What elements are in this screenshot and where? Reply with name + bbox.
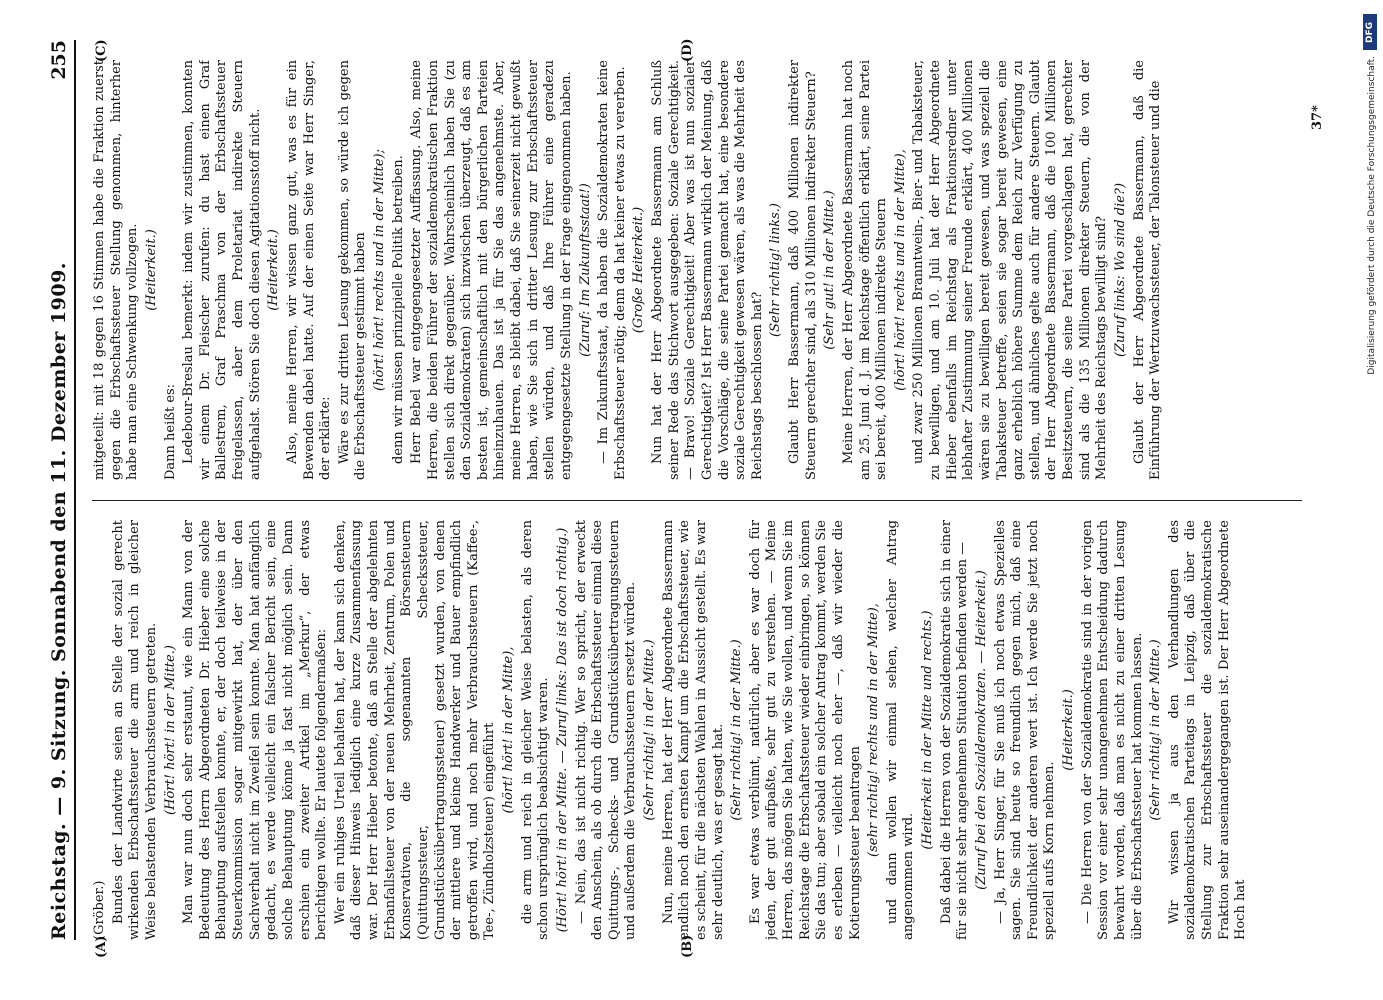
interjection: (Sehr richtig! in der Mitte.) (729, 639, 745, 821)
column-divider (92, 500, 1302, 501)
interjection: (Große Heiterkeit.) (631, 206, 647, 334)
paragraph: und dann wollen wir einmal sehen, welcher Antrag angenommen wird. (884, 520, 917, 940)
paragraph: — Nein, das ist nicht richtig. Wer so spricht, der erweckt den Anschein, als ob durch die Erbschaftssteuer einmal diese Quittungs-, Schecks- und Grundstücksübertragungssteuern und außerdem die Verbrauchssteuern ersetzt würden. (573, 520, 639, 940)
dfg-logo: DFG (1363, 14, 1377, 50)
interjection: (Sehr richtig! links.) (768, 203, 784, 337)
interjection: (Sehr richtig! in der Mitte.) (1148, 639, 1164, 821)
paragraph: Dann heißt es: (162, 383, 178, 480)
interjection: (Heiterkeit.) (1061, 689, 1076, 771)
paragraph: — Die Herren von der Sozialdemokratie sind in der vorigen Session vor einer sehr unangenehmen Entscheidung dadurch bewahrt worden, daß man es nicht zu einer dritten Lesung über die Erbschaftssteuer hat kommen lassen. (1079, 520, 1145, 940)
paragraph: Herr Bebel war entgegengesetzter Auffassung. Also, meine Herren, die beiden Führer der sozialdemokratischen Fraktion stellen sich direkt gegenüber. Wahrscheinlich haben Sie (zu den Sozialdemokraten) sich inzwischen überzeugt, daß es am besten ist, gemeinschaftlich mit den bürgerlichen Parteien hineinzuhauen. Das ist ja für Sie das angenehmste. Aber, meine Herren, es bleibt dabei, daß Sie seinerzeit nicht gewußt haben, wie Sie sich in dritter Lesung zur Erbschaftssteuer stellen würden, und daß Ihre Führer eine geradezu entgegengesetzte Stellung in der Frage eingenommen haben. (409, 60, 574, 480)
paragraph: — Im Zukunftsstaat, da haben die Sozialdemokraten keine Erbschaftssteuer nötig; denn da hat keiner etwas zu vererben. (596, 60, 628, 480)
margin-marker-b: (B) (680, 934, 695, 958)
interjection: (sehr richtig! rechts und in der Mitte), (866, 603, 882, 857)
running-header (48, 40, 76, 940)
paragraph: Glaubt Herr Bassermann, daß 400 Millionen indirekter Steuern gerechter sind, als 310 Millionen indirekter Steuern? (787, 60, 819, 480)
paragraph: denn wir müssen prinzipielle Politik betreiben. (390, 155, 406, 464)
paragraph: Daß dabei die Herren von der Sozialdemokratie sich in einer für sie nicht sehr angenehmen Situation befinden werden — (938, 520, 971, 940)
digitization-credit: Digitalisierung gefördert durch die Deutsche Forschungsgemeinschaft. (1367, 56, 1377, 375)
paragraph: Bundes der Landwirte seien an Stelle der sozial gerecht wirkenden Erbschaftssteuer die arm und reich in gleicher Weise belastenden Verbrauchssteuern getreten. (110, 520, 159, 940)
digitization-sidebar (1361, 8, 1379, 992)
sheet-signature: 37* (1310, 105, 1325, 130)
paragraph: und zwar 250 Millionen Branntwein-, Bier- und Tabaksteuer, zu bewilligen, und am 10. Juli hat der Herr Abgeordnete Hieber ebenfalls im Reichstag als Fraktionsredner unter lebhafter Zustimmung seiner Freunde erklärt, 400 Millionen wären sie zu bewilligen bereit gewesen, und was speziell die Tabaksteuer betreffe, seien sie sogar bereit gewesen, eine ganz erheblich höhere Summe dem Reich zur Verfügung zu stellen, und ähnliches gelte auch für andere Steuern. Glaubt der Herr Abgeordnete Bassermann, daß die 100 Millionen Besitzsteuern, die seine Partei vorgeschlagen hat, gerechter sind als die 135 Millionen direkter Steuern, die von der Mehrheit des Reichstags bewilligt sind? (911, 60, 1110, 480)
margin-marker-c: (C) (94, 39, 109, 62)
paragraph: (Gröber.) (92, 880, 107, 940)
interjection: (hört! hört! in der Mitte), (501, 646, 516, 814)
paragraph: Man war nun doch sehr erstaunt, wie ein Mann von der Bedeutung des Herrn Abgeordneten Dr. Hieber eine solche Behauptung aufstellen konnte, er, der doch teilweise in der Steuerkommission sogar mitgewirkt hat, der über den Sachverhalt nicht im Zweifel sein konnte. Man hat anfänglich gedacht, es werde vielleicht ein falscher Bericht sein, eine solche Behauptung könne ja fast nicht möglich sein. Dann erschien ein zweiter Artikel im „Merkur“, der etwas berichtigen wollte. Er lautete folgendermaßen: (181, 520, 330, 940)
margin-marker-d: (D) (680, 38, 695, 62)
paragraph: Wäre es zur dritten Lesung gekommen, so würde ich gegen die Erbschaftssteuer gestimmt haben (336, 60, 369, 480)
margin-marker-a: (A) (94, 935, 109, 958)
interjection: (Heiterkeit.) (143, 229, 159, 311)
right-column (92, 60, 1302, 480)
paragraph: Ledebour-Breslau bemerkt: indem wir zustimmen, konnten wir einem Dr. Fleischer zurufen: du hast einen Graf Ballestrem, Graf Praschma von der Erbschaftssteuer freigelassen, aber dem Proletariat indirekte Steuern aufgehalst. Stören Sie doch diesen Agitationsstoff nicht. (181, 60, 263, 480)
interjection: (Sehr richtig! in der Mitte.) (642, 639, 657, 821)
interjection: (Heiterkeit.) (266, 229, 282, 311)
interjection: (hört! hört! rechts und in der Mitte), (892, 149, 908, 391)
paragraph: Nun, meine Herren, hat der Herr Abgeordnete Bassermann endlich noch den ernsten Kampf um die Erbschaftssteuer, wie es scheint, für die nächsten Wahlen in Aussicht gestellt. Es war sehr deutlich, was er gesagt hat. (660, 520, 726, 940)
paragraph: Also, meine Herren, wir wissen ganz gut, was es für ein Bewenden dabei hatte. Auf der einen Seite war Herr Singer, der erklärte: (284, 60, 334, 480)
paragraph: — Ja, Herr Singer, für Sie muß ich noch etwas Spezielles sagen. Sie sind heute so freundlich gegen mich, daß eine Freundlichkeit der anderen wert ist. Ich werde Sie jetzt noch speziell aufs Korn nehmen. (992, 520, 1058, 940)
page-number: 255 (48, 40, 70, 80)
left-column (92, 520, 1302, 940)
interjection: (Heiterkeit in der Mitte und rechts.) (920, 610, 935, 850)
interjection: (Hört! hört! in der Mitte. — Zuruf links: Das ist doch richtig.) (554, 527, 570, 933)
paragraph: Wer ein ruhiges Urteil behalten hat, der kann sich denken, daß dieser Hinweis lediglich eine kurze Zusammenfassung war. Der Herr Hieber betonte, daß an Stelle der abgelehnten Erbanfallsteuer von der neuen Mehrheit, Zentrum, Polen und Konservativen, die sogenannten Börsensteuern (Quittungssteuer, Scheckssteuer, Grundstücksübertragungssteuer) gesetzt wurden, von denen der mittlere und kleine Handwerker und Bauer empfindlich getroffen wird, und noch mehr Verbrauchssteuern (Kaffee-, Tee-, Zündholzsteuer) eingeführt (332, 520, 498, 940)
interjection: (Zuruf links: Wo sind die?) (1112, 182, 1128, 358)
header-title: Reichstag. — 9. Sitzung. Sonnabend den 11. Dezember 1909. (48, 262, 70, 940)
paragraph: die arm und reich in gleicher Weise belasten, als deren schon ursprünglich beabsichtigt waren. (519, 520, 552, 940)
paragraph: mitgeteilt: mit 18 gegen 16 Stimmen habe die Fraktion zuerst gegen die Erbschaftssteuer Stellung genommen, hinterher habe man eine Schwenkung vollzogen. (92, 60, 141, 480)
interjection: (Zuruf: Im Zukunftsstaat!) (577, 183, 593, 357)
paragraph: Nun hat der Herr Abgeordnete Bassermann am Schluß seiner Rede das Stichwort ausgegeben: Soziale Gerechtigkeit. — Bravo! Soziale Gerechtigkeit! Aber was ist nun sozialer Gerechtigkeit? Ist Herr Bassermann wirklich der Meinung, daß die Vorschläge, die seine Partei gemacht hat, eine besondere soziale Gerechtigkeit gewesen wären, als was die Mehrheit des Reichstags beschlossen hat? (650, 60, 765, 480)
interjection: (Sehr gut! in der Mitte.) (822, 190, 838, 350)
paragraph: Es war etwas verblümt, natürlich, aber es war doch für jeden, der gut aufpaßte, sehr gut zu verstehen. — Meine Herren, das mögen Sie halten, wie Sie wollen, und wenn Sie im Reichstage die Erbschaftssteuer wieder einbringen, so können Sie das tun; aber sobald ein solcher Antrag kommt, werden Sie es erleben — vielleicht noch eher —, daß wir wieder die Kotierungssteuer beantragen (747, 520, 863, 940)
interjection: (Hört! hört! in der Mitte.) (162, 645, 178, 815)
paragraph: Glaubt der Herr Abgeordnete Bassermann, daß die Einführung der Wertzuwachssteuer, der Talonsteuer und die (1131, 60, 1164, 480)
paragraph: Meine Herren, der Herr Abgeordnete Bassermann hat noch am 25. Juni d. J. im Reichstage öffentlich erklärt, seine Partei sei bereit, 400 Millionen indirekte Steuern (840, 60, 890, 480)
interjection: (hört! hört! rechts und in der Mitte); (372, 149, 387, 391)
interjection: (Zuruf bei den Sozialdemokraten. — Heiterkeit.) (973, 570, 989, 890)
paragraph: Wir wissen ja aus den Verhandlungen des sozialdemokratischen Parteitags in Leipzig, daß über die Stellung zur Erbschaftssteuer die sozialdemokratische Fraktion sehr auseinandergegangen ist. Der Herr Abgeordnete Hoch hat (1166, 520, 1249, 940)
